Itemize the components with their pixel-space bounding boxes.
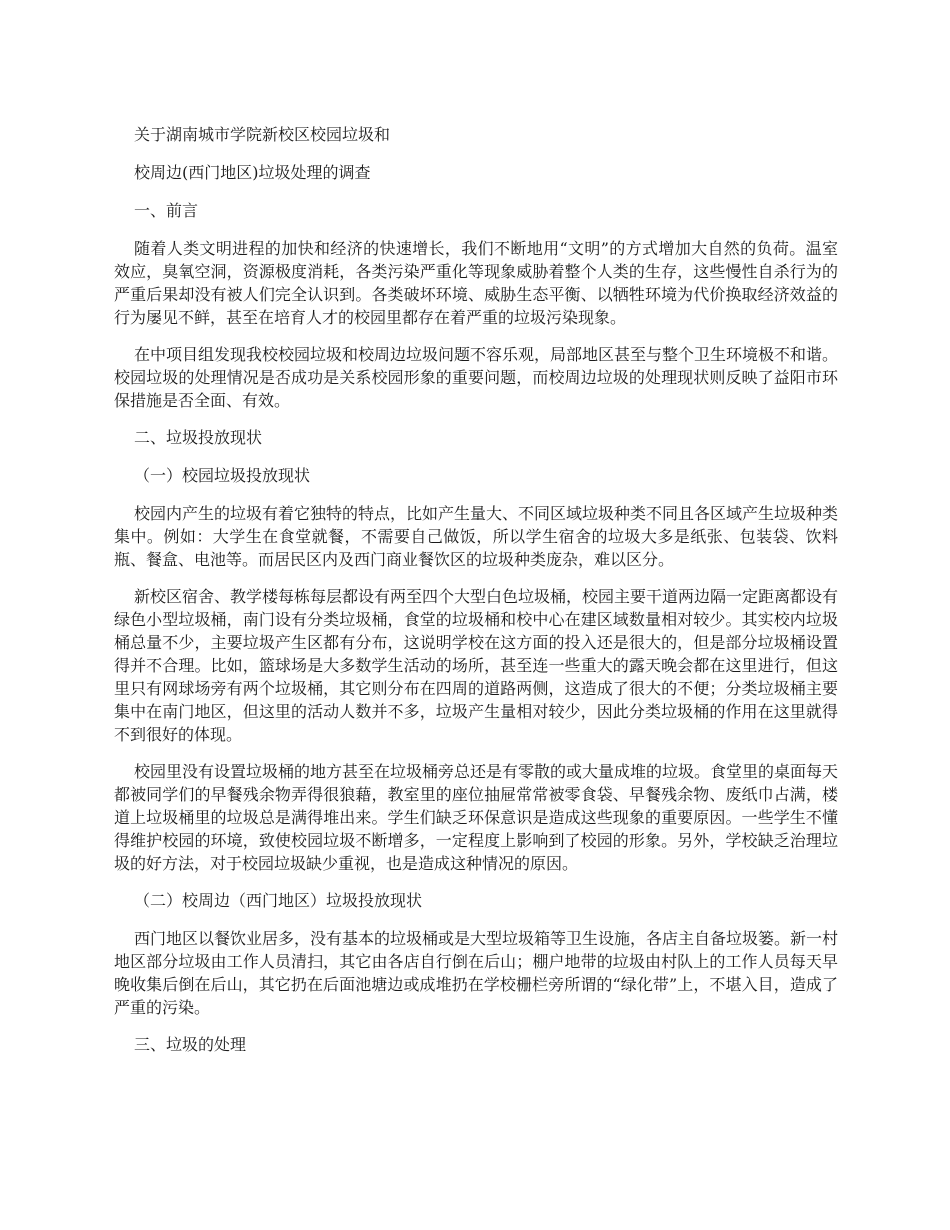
document-title-line-2: 校周边(西门地区)垃圾处理的调查 (134, 163, 371, 182)
subsection-heading-campus: （一）校园垃圾投放现状 (134, 466, 311, 485)
paragraph: 西门地区以餐饮业居多，没有基本的垃圾桶或是大型垃圾箱等卫生设施，各店主自备垃圾篓。新一村地区部分垃圾由工作人员清扫，其它由各店自行倒在后山；棚户地带的垃圾由村队上的工作人员每天早晚收集后倒在后山，其它扔在后面池塘边或成堆扔在学校栅栏旁所谓的“绿化带”上，不堪入目，造成了严重的污染。 (114, 929, 839, 1017)
paragraph: 随着人类文明进程的加快和经济的快速增长，我们不断地用“文明”的方式增加大自然的负荷。温室效应，臭氧空洞，资源极度消耗，各类污染严重化等现象威胁着整个人类的生存，这些慢性自杀行为的严重后果却没有被人们完全认识到。各类破坏环境、威胁生态平衡、以牺牲环境为代价换取经济效益的行为屡见不鲜，甚至在培育人才的校园里都存在着严重的垃圾污染现象。 (114, 239, 838, 327)
section-heading-status: 二、垃圾投放现状 (134, 428, 263, 447)
document-title-line-1: 关于湖南城市学院新校区校园垃圾和 (134, 125, 391, 144)
section-heading-treatment: 三、垃圾的处理 (134, 1035, 247, 1054)
paragraph: 新校区宿舍、教学楼每栋每层都设有两至四个大型白色垃圾桶，校园主要干道两边隔一定距离都设有绿色小型垃圾桶，南门设有分类垃圾桶，食堂的垃圾桶和校中心在建区域数量相对较少。其实校内垃圾桶总量不少，主要垃圾产生区都有分布，这说明学校在这方面的投入还是很大的，但是部分垃圾桶设置得并不合理。比如，篮球场是大多数学生活动的场所，甚至连一些重大的露天晚会都在这里进行，但这里只有网球场旁有两个垃圾桶，其它则分布在四周的道路两侧，这造成了很大的不便；分类垃圾桶主要集中在南门地区，但这里的活动人数并不多，垃圾产生量相对较少，因此分类垃圾桶的作用在这里就得不到很好的体现。 (114, 587, 839, 744)
section-heading-preface: 一、前言 (134, 201, 199, 220)
document-page (114, 123, 838, 1071)
subsection-heading-west-gate: （二）校周边（西门地区）垃圾投放现状 (134, 891, 423, 910)
paragraph: 在中项目组发现我校校园垃圾和校周边垃圾问题不容乐观，局部地区甚至与整个卫生环境极不和谐。校园垃圾的处理情况是否成功是关系校园形象的重要问题，而校周边垃圾的处理现状则反映了益阳市环保措施是否全面、有效。 (114, 345, 839, 410)
paragraph: 校园里没有设置垃圾桶的地方甚至在垃圾桶旁总还是有零散的或大量成堆的垃圾。食堂里的桌面每天都被同学们的早餐残余物弄得很狼藉，教室里的座位抽屉常常被零食袋、早餐残余物、废纸巾占满，楼道上垃圾桶里的垃圾总是满得堆出来。学生们缺乏环保意识是造成这些现象的重要原因。一些学生不懂得维护校园的环境，致使校园垃圾不断增多，一定程度上影响到了校园的形象。另外，学校缺乏治理垃圾的好方法，对于校园垃圾缺少重视，也是造成这种情况的原因。 (114, 762, 839, 873)
paragraph: 校园内产生的垃圾有着它独特的特点，比如产生量大、不同区域垃圾种类不同且各区域产生垃圾种类集中。例如：大学生在食堂就餐，不需要自己做饭，所以学生宿舍的垃圾大多是纸张、包装袋、饮料瓶、餐盒、电池等。而居民区内及西门商业餐饮区的垃圾种类庞杂，难以区分。 (114, 504, 839, 569)
